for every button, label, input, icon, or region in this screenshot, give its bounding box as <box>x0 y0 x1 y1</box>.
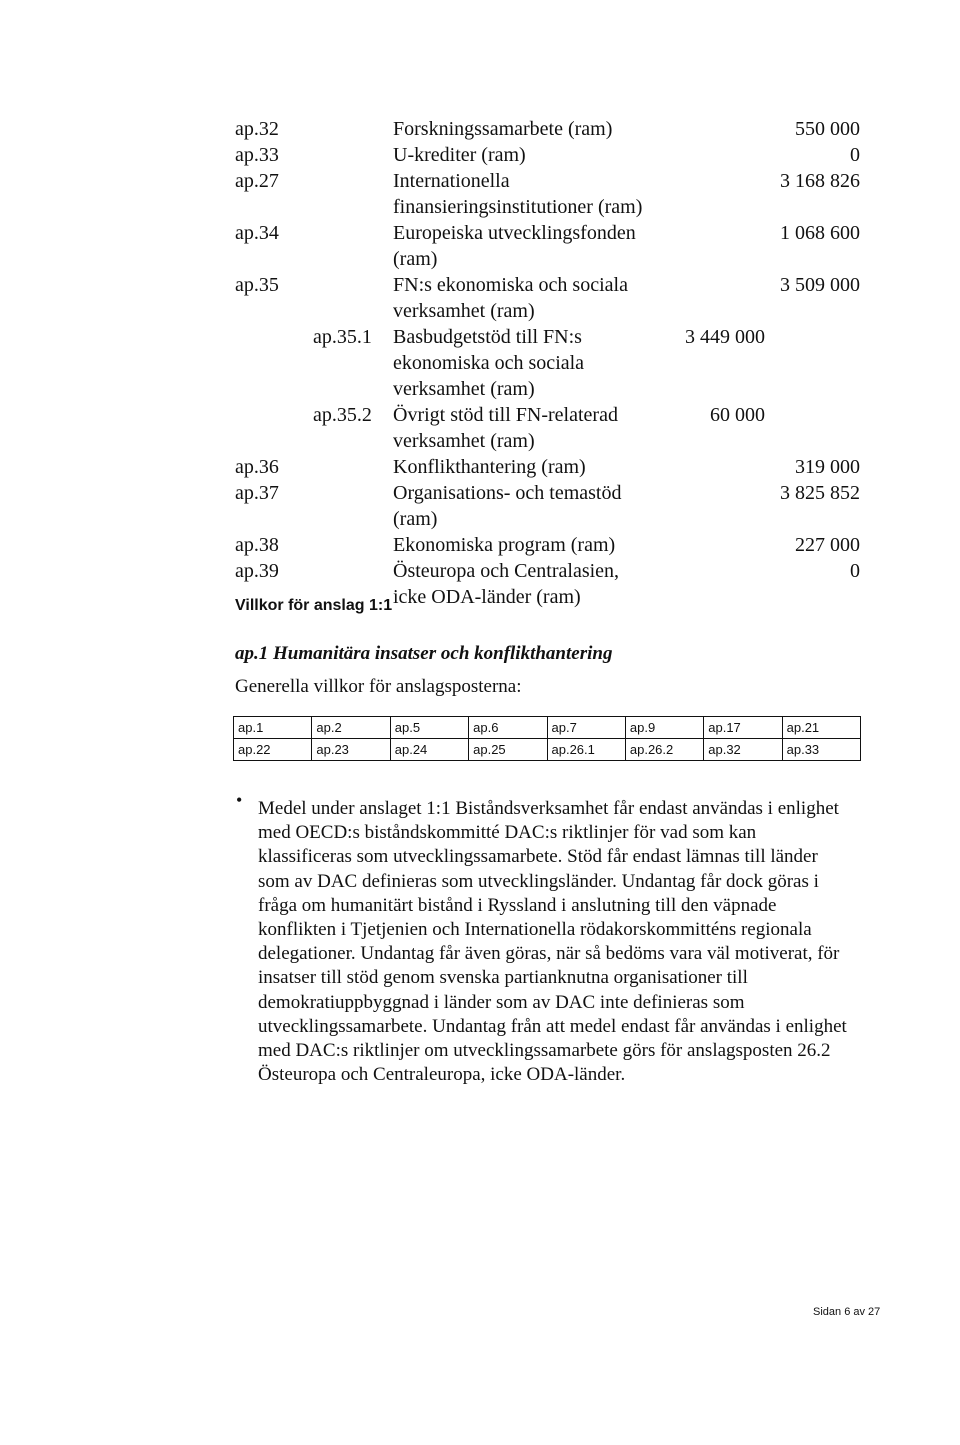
amount: 319 000 <box>795 456 860 478</box>
appropriation-label: verksamhet (ram) <box>393 300 535 322</box>
appropriation-label: FN:s ekonomiska och sociala <box>393 274 628 296</box>
appropriation-row <box>0 558 960 584</box>
appropriation-code: ap.32 <box>235 118 279 140</box>
appropriation-label: Östeuropa och Centralasien, <box>393 560 620 582</box>
sub-amount: 60 000 <box>710 404 765 426</box>
amount: 1 068 600 <box>780 222 860 244</box>
appropriation-row <box>0 506 960 532</box>
general-conditions-heading: Generella villkor för anslagsposterna: <box>235 676 522 697</box>
table-cell: ap.9 <box>625 717 703 739</box>
appropriation-row <box>0 402 960 428</box>
appropriation-row <box>0 142 960 168</box>
amount: 0 <box>850 144 860 166</box>
appropriation-row <box>0 298 960 324</box>
appropriation-label: Organisations- och temastöd <box>393 482 622 504</box>
appropriation-row <box>0 532 960 558</box>
table-cell: ap.25 <box>469 739 547 761</box>
table-cell: ap.17 <box>704 717 782 739</box>
appropriation-subcode: ap.35.2 <box>313 404 372 426</box>
table-cell: ap.24 <box>390 739 468 761</box>
appropriation-row <box>0 350 960 376</box>
amount: 3 168 826 <box>780 170 860 192</box>
appropriation-subcode: ap.35.1 <box>313 326 372 348</box>
bullet-paragraph: Medel under anslaget 1:1 Biståndsverksamhet får endast användas i enlighet med OECD:s biståndskommitté DAC:s riktlinjer för vad som kan klassificeras som utvecklingssamarbete. Stöd får endast lämnas till länder som av DAC definieras som utvecklingsländer. Undantag får dock göras i fråga om humanitärt bistånd i Ryssland i anslutning till den väpnade konflikten i Tjetjenien och Internationella rödakorskommitténs regionala delegationer. Undantag får även göras, när så bedöms vara väl motiverat, för insatser till stöd genom svenska partianknutna organisationer till demokratiuppbyggnad i länder som av DAC inte definieras som utvecklingssamarbete. Undantag från att medel endast får användas i enlighet med DAC:s riktlinjer om utvecklingssamarbete görs för anslagsposten 26.2 Östeuropa och Centraleuropa, icke ODA-länder. <box>258 798 847 1086</box>
item-table <box>233 716 861 761</box>
table-row <box>234 739 861 761</box>
table-cell: ap.6 <box>469 717 547 739</box>
subsection-heading: ap.1 Humanitära insatser och konflikthantering <box>235 643 613 664</box>
appropriation-row <box>0 220 960 246</box>
table-row <box>234 717 861 739</box>
appropriation-row <box>0 480 960 506</box>
section-heading: Villkor för anslag 1:1 <box>235 597 393 614</box>
appropriation-code: ap.36 <box>235 456 279 478</box>
table-cell: ap.5 <box>390 717 468 739</box>
appropriation-code: ap.37 <box>235 482 279 504</box>
appropriation-row <box>0 376 960 402</box>
appropriation-label: Internationella <box>393 170 510 192</box>
amount: 227 000 <box>795 534 860 556</box>
appropriation-row <box>0 428 960 454</box>
appropriation-label: Europeiska utvecklingsfonden <box>393 222 636 244</box>
table-cell: ap.1 <box>234 717 312 739</box>
appropriation-row <box>0 584 960 610</box>
table-cell: ap.2 <box>312 717 390 739</box>
appropriation-row <box>0 324 960 350</box>
page-number: Sidan 6 av 27 <box>813 1306 881 1318</box>
amount: 550 000 <box>795 118 860 140</box>
appropriation-label: (ram) <box>393 508 438 530</box>
appropriation-label: Forskningssamarbete (ram) <box>393 118 613 140</box>
sub-amount: 3 449 000 <box>685 326 765 348</box>
appropriation-label: finansieringsinstitutioner (ram) <box>393 196 643 218</box>
appropriation-label: Basbudgetstöd till FN:s <box>393 326 582 348</box>
appropriation-row <box>0 246 960 272</box>
amount: 0 <box>850 560 860 582</box>
appropriation-label: verksamhet (ram) <box>393 430 535 452</box>
appropriation-row <box>0 116 960 142</box>
appropriation-row <box>0 194 960 220</box>
appropriation-row <box>0 454 960 480</box>
appropriation-label: (ram) <box>393 248 438 270</box>
appropriation-code: ap.27 <box>235 170 279 192</box>
appropriation-label: verksamhet (ram) <box>393 378 535 400</box>
table-cell: ap.26.2 <box>625 739 703 761</box>
bullet-marker: • <box>236 790 243 810</box>
table-cell: ap.33 <box>782 739 860 761</box>
appropriation-row <box>0 272 960 298</box>
appropriation-code: ap.33 <box>235 144 279 166</box>
table-cell: ap.22 <box>234 739 312 761</box>
appropriation-label: Konflikthantering (ram) <box>393 456 586 478</box>
appropriation-label: U-krediter (ram) <box>393 144 526 166</box>
appropriation-row <box>0 168 960 194</box>
appropriation-code: ap.34 <box>235 222 279 244</box>
appropriation-code: ap.35 <box>235 274 279 296</box>
appropriation-code: ap.39 <box>235 560 279 582</box>
table-cell: ap.21 <box>782 717 860 739</box>
appropriation-label: ekonomiska och sociala <box>393 352 585 374</box>
amount: 3 509 000 <box>780 274 860 296</box>
appropriation-label: icke ODA-länder (ram) <box>393 586 581 608</box>
amount: 3 825 852 <box>780 482 860 504</box>
table-cell: ap.23 <box>312 739 390 761</box>
appropriation-label: Ekonomiska program (ram) <box>393 534 616 556</box>
appropriation-label: Övrigt stöd till FN-relaterad <box>393 404 618 426</box>
table-cell: ap.7 <box>547 717 625 739</box>
table-cell: ap.32 <box>704 739 782 761</box>
table-cell: ap.26.1 <box>547 739 625 761</box>
appropriation-code: ap.38 <box>235 534 279 556</box>
